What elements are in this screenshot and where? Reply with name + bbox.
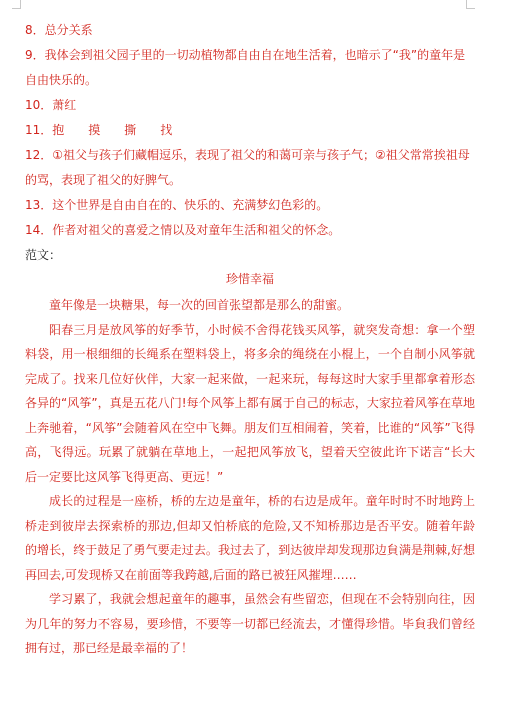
document-body: [25, 18, 475, 661]
page-corner-mark-right: [466, 0, 475, 9]
essay-title: 珍惜幸福: [225, 272, 274, 286]
answer-list: [25, 18, 475, 243]
answer-13: 13．这个世界是自由自在的、快乐的、充满梦幻色彩的。: [25, 198, 329, 212]
model-essay: [25, 267, 475, 661]
answer-9: 9．我体会到祖父园子里的一切动植物都自由自在地生活着，也暗示了“我”的童年是自由快乐的。: [25, 48, 466, 87]
answer-10: 10．萧红: [25, 98, 77, 112]
answer-8: 8．总分关系: [25, 23, 93, 37]
page-corner-mark-left: [12, 0, 21, 9]
essay-paragraph-1: 童年像是一块糖果，每一次的回首张望都是那么的甜蜜。: [49, 298, 350, 312]
essay-paragraph-3: 成长的过程是一座桥，桥的左边是童年，桥的右边是成年。童年时时不时地跨上桥走到彼岸去探索桥的那边,但却又怕桥底的危险,又不知桥那边是否平安。随着年龄的增长，终于鼓足了勇气要走过去。我过去了，到达彼岸却发现那边貟满是荆棘,好想再回去,可发现桥又在前面等我跨越,后面的路已被狂风摧埋……: [25, 494, 475, 582]
answer-14: 14．作者对祖父的喜爱之情以及对童年生活和祖父的怀念。: [25, 223, 341, 237]
essay-paragraph-2: 阳春三月是放风筝的好季节，小时候不舍得花钱买风筝，就突发奇想：拿一个塑料袋，用一根细细的长绳系在塑料袋上，将多余的绳绕在小棍上，一个自制小风筝就完成了。找来几位好伙伴，大家一起来做，一起来玩，每每这时大家手里都拿着形态各异的“风筝”，真是五花八门!每个风筝上都有属于自己的标志，大家拉着风筝在草地上奔驰着，“风筝”会随着风在空中飞舞。朋友们互相闹着，笑着，比谁的“风筝”飞得高，飞得远。玩累了就躺在草地上，一起把风筝放飞，望着天空彼此许下诺言“长大后一定要比这风筝飞得更高、更远！”: [25, 322, 475, 484]
essay-paragraph-4: 学习累了，我就会想起童年的趣事，虽然会有些留恋，但现在不会特别向往，因为几年的努力不容易，要珍惜，不要等一切都已经流去，才懂得珍惜。毕貟我们曾经拥有过，那已经是最幸福的了！: [25, 592, 475, 655]
answer-12: 12．①祖父与孩子们藏帽逗乐，表现了祖父的和蔼可亲与孩子气；②祖父常常挨祖母的骂，表现了祖父的好脾气。: [25, 148, 470, 187]
answer-11: 11．抱 摸 撕 找: [25, 123, 173, 137]
model-essay-label: 范文：: [25, 248, 62, 262]
